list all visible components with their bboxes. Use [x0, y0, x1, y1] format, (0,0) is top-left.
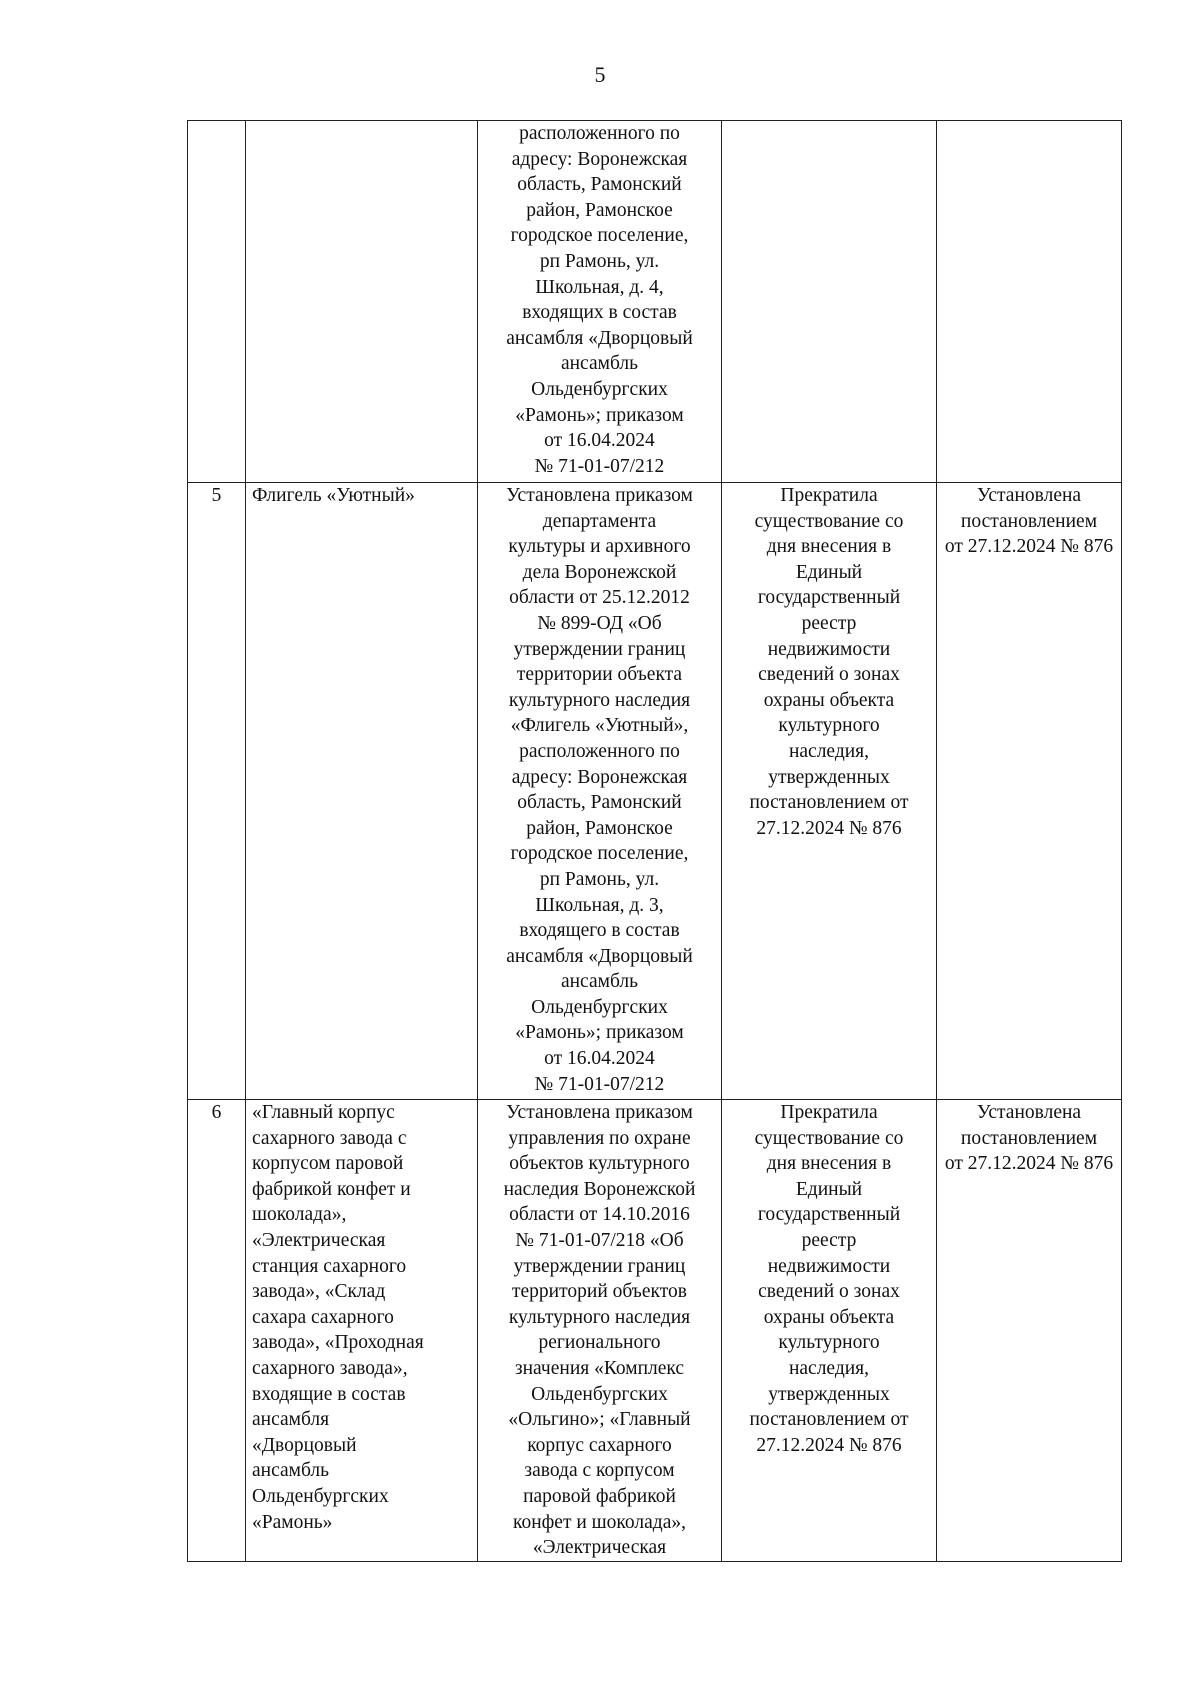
status-line: реестр	[801, 612, 857, 634]
page-number: 5	[594, 62, 606, 87]
status-line: реестр	[801, 1229, 857, 1251]
basis-line: № 71-01-07/212	[534, 455, 665, 477]
row-number-cell	[188, 121, 246, 483]
basis-line: области от 25.12.2012	[509, 587, 690, 609]
status-line: государственный	[757, 1204, 901, 1226]
basis-line: Установлена приказом	[506, 485, 693, 506]
object-name-cell	[246, 1100, 478, 1562]
basis-line: № 71-01-07/212	[534, 1073, 665, 1095]
object-name-line: сахарного завода с	[252, 1127, 407, 1149]
new-status-line: постановлением	[960, 1127, 1098, 1149]
object-name-line: станция сахарного	[252, 1255, 407, 1277]
status-line: существование со	[754, 510, 904, 532]
object-name-cell	[246, 483, 478, 1100]
basis-line: адресу: Воронежская	[511, 148, 688, 170]
object-name-line: завода», «Проходная	[252, 1332, 424, 1354]
basis-line: № 899-ОД «Об	[537, 612, 662, 634]
basis-line: Ольденбургских	[531, 378, 668, 400]
object-name-line: «Электрическая	[252, 1229, 386, 1251]
basis-line: от 16.04.2024	[544, 430, 655, 452]
status-line: Единый	[795, 1178, 863, 1200]
basis-line: район, Рамонское	[526, 817, 673, 839]
status-line: существование со	[754, 1127, 904, 1149]
basis-cell	[478, 121, 722, 483]
table-row	[188, 483, 1122, 1100]
basis-cell	[478, 1100, 722, 1562]
basis-line: рп Рамонь, ул.	[539, 250, 660, 272]
object-name-line: «Дворцовый	[252, 1434, 357, 1456]
row-number-cell	[188, 1100, 246, 1562]
row-number-cell	[188, 483, 246, 1100]
basis-line: от 16.04.2024	[544, 1048, 655, 1070]
status-line: постановлением от	[749, 1409, 909, 1431]
basis-line: территории объекта	[516, 664, 683, 686]
basis-line: область, Рамонский	[517, 792, 682, 814]
basis-line: утверждении границ	[513, 638, 686, 660]
row-number: 6	[211, 1102, 222, 1123]
status-line: недвижимости	[767, 1255, 891, 1277]
status-cell	[722, 1100, 937, 1562]
status-line: 27.12.2024 № 876	[756, 817, 902, 839]
status-line: наследия,	[788, 740, 870, 762]
basis-line: расположенного по	[519, 740, 680, 762]
basis-line: наследия Воронежской	[503, 1178, 696, 1200]
basis-line: область, Рамонский	[517, 174, 682, 196]
object-name-line: ансамбля	[252, 1409, 330, 1431]
status-line: утвержденных	[768, 766, 890, 788]
status-line: охраны объекта	[763, 689, 895, 711]
basis-line: Школьная, д. 3,	[535, 894, 664, 916]
basis-line: ансамбль	[560, 353, 639, 375]
basis-line: объектов культурного	[509, 1153, 690, 1175]
status-line: 27.12.2024 № 876	[756, 1434, 902, 1456]
basis-line: входящих в состав	[522, 302, 677, 324]
new-status-line: постановлением	[960, 510, 1098, 532]
new-status-line: от 27.12.2024 № 876	[944, 536, 1114, 558]
basis-line: «Ольгино»; «Главный	[508, 1409, 691, 1431]
basis-line: культуры и архивного	[508, 536, 691, 558]
status-line: культурного	[778, 1332, 880, 1354]
object-name-line: «Главный корпус	[252, 1102, 395, 1123]
basis-line: «Рамонь»; приказом	[515, 1022, 684, 1044]
new-status-cell	[937, 121, 1122, 483]
object-name-line: сахара сахарного	[252, 1306, 394, 1328]
table-body	[188, 121, 1122, 1562]
basis-line: район, Рамонское	[526, 199, 673, 221]
table-row	[188, 1100, 1122, 1562]
basis-line: Ольденбургских	[531, 1383, 668, 1405]
basis-line: расположенного по	[519, 123, 680, 144]
basis-cell	[478, 483, 722, 1100]
basis-line: области от 14.10.2016	[509, 1204, 690, 1226]
status-line: сведений о зонах	[758, 1281, 900, 1303]
new-status-line: от 27.12.2024 № 876	[944, 1153, 1114, 1175]
object-name-line: фабрикой конфет и	[252, 1178, 411, 1200]
status-line: Прекратила	[780, 1102, 878, 1123]
basis-line: конфет и шоколада»,	[513, 1511, 686, 1533]
basis-line: завода с корпусом	[524, 1460, 675, 1482]
basis-line: территорий объектов	[512, 1281, 687, 1303]
basis-line: № 71-01-07/218 «Об	[515, 1229, 684, 1251]
object-name-line: корпусом паровой	[252, 1153, 404, 1175]
basis-line: корпус сахарного	[527, 1434, 672, 1456]
object-name-line: «Рамонь»	[252, 1511, 333, 1533]
basis-line: значения «Комплекс	[514, 1357, 685, 1379]
basis-line: Установлена приказом	[506, 1102, 693, 1123]
status-line: дня внесения в	[766, 536, 892, 558]
basis-line: культурного наследия	[508, 689, 691, 711]
new-status-cell	[937, 1100, 1122, 1562]
basis-line: ансамбля «Дворцовый	[506, 327, 693, 349]
basis-line: адресу: Воронежская	[511, 766, 688, 788]
status-line: постановлением от	[749, 792, 909, 814]
status-line: государственный	[757, 587, 901, 609]
basis-line: «Электрическая	[532, 1537, 667, 1559]
basis-line: культурного наследия	[508, 1306, 691, 1328]
basis-line: управления по охране	[508, 1127, 691, 1149]
new-status-cell	[937, 483, 1122, 1100]
new-status-line: Установлена	[976, 1102, 1082, 1123]
status-line: Единый	[795, 561, 863, 583]
object-name-line: сахарного завода»,	[252, 1357, 408, 1379]
basis-line: «Рамонь»; приказом	[515, 404, 684, 426]
status-line: культурного	[778, 715, 880, 737]
row-number: 5	[211, 485, 222, 506]
object-name-line: ансамбль	[252, 1460, 330, 1482]
status-line: дня внесения в	[766, 1153, 892, 1175]
basis-line: ансамбля «Дворцовый	[506, 945, 693, 967]
new-status-line: Установлена	[976, 485, 1082, 506]
object-name-line: завода», «Склад	[252, 1281, 386, 1303]
basis-line: регионального	[538, 1332, 661, 1354]
basis-line: ансамбль	[560, 971, 639, 993]
basis-line: паровой фабрикой	[523, 1485, 676, 1507]
basis-line: входящего в состав	[519, 920, 680, 942]
object-name-line: Ольденбургских	[252, 1485, 389, 1507]
basis-line: утверждении границ	[513, 1255, 686, 1277]
basis-line: «Флигель «Уютный»,	[510, 715, 689, 737]
object-name-line: Флигель «Уютный»	[252, 485, 415, 506]
status-line: охраны объекта	[763, 1306, 895, 1328]
table-row	[188, 121, 1122, 483]
zones-table	[187, 120, 1122, 1562]
status-line: наследия,	[788, 1357, 870, 1379]
basis-line: городское поселение,	[510, 843, 689, 865]
status-line: недвижимости	[767, 638, 891, 660]
basis-line: городское поселение,	[510, 225, 689, 247]
object-name-cell	[246, 121, 478, 483]
status-cell	[722, 121, 937, 483]
basis-line: Ольденбургских	[531, 996, 668, 1018]
status-line: утвержденных	[768, 1383, 890, 1405]
object-name-line: шоколада»,	[252, 1204, 347, 1226]
status-line: Прекратила	[780, 485, 878, 506]
basis-line: Школьная, д. 4,	[535, 276, 664, 298]
status-cell	[722, 483, 937, 1100]
basis-line: дела Воронежской	[522, 561, 677, 583]
status-line: сведений о зонах	[758, 664, 900, 686]
object-name-line: входящие в состав	[252, 1383, 406, 1405]
basis-line: департамента	[542, 510, 657, 532]
basis-line: рп Рамонь, ул.	[539, 868, 660, 890]
